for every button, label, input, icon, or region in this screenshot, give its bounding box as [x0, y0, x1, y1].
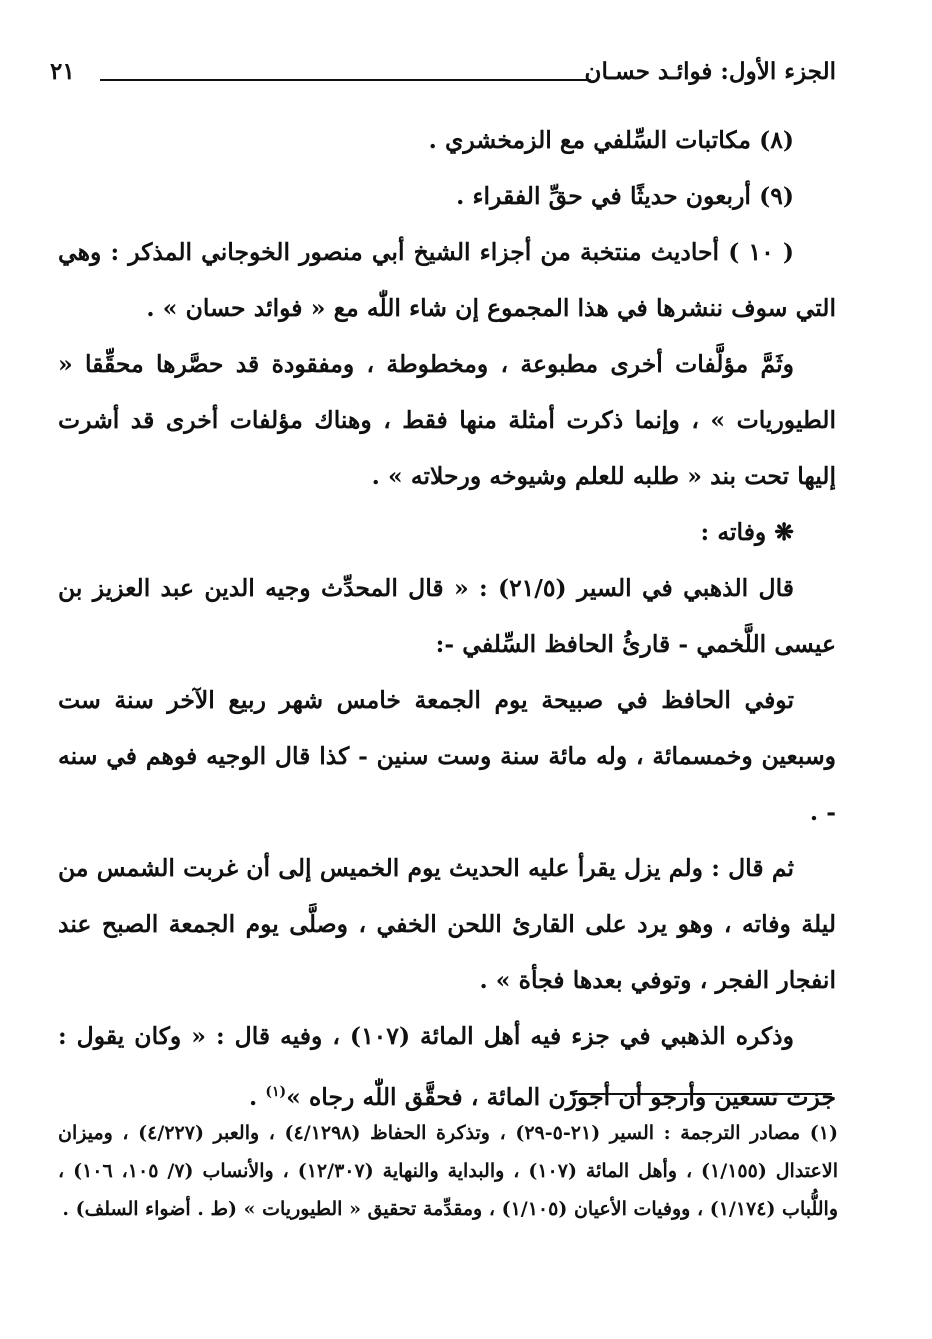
- section-heading-label: وفاته :: [700, 518, 767, 546]
- other-works-paragraph: وثَمَّ مؤلَّفات أخرى مطبوعة ، ومخطوطة ، ومفقودة قد حصَّرها محقِّقا « الطيوريات » ، وإنما ذكرت أمثلة منها فقط ، وهناك مؤلفات أخرى قد أشرت إليها تحت بند « طلبه للعلم وشيوخه ورحلاته » .: [58, 350, 836, 490]
- centenarians-paragraph: [58, 1008, 836, 1125]
- footnotes: [58, 1114, 838, 1228]
- footnote-1: (١) مصادر الترجمة : السير (٢١-٥-٢٩) ، وتذكرة الحفاظ (٤/١٢٩٨) ، والعبر (٤/٢٢٧) ، وميزان الاعتدال (١/١٥٥) ، وأهل المائة (١٠٧) ، والبداية والنهاية (١٢/٣٠٧) ، والأنساب (٧/ ١٠٥، ١٠٦) ، واللُّباب (١/١٧٤) ، ووفيات الأعيان (١/١٠٥) ، ومقدِّمة تحقيق « الطيوريات » (ط . أضواء السلف) .: [58, 1122, 839, 1220]
- centenarians-text: وذكره الذهبي في جزء فيه أهل المائة (١٠٧) ، وفيه قال : « وكان يقول : جزت تسعين وأرجو أن أجوزَن المائة ، فحقَّق اللّٰه رجاه »: [58, 1022, 836, 1111]
- list-item-8: (٨) مكاتبات السِّلفي مع الزمخشري .: [428, 126, 794, 154]
- asterisk-icon: ❋: [774, 518, 794, 546]
- header-rule: [100, 79, 591, 81]
- dhahabi-quote-paragraph: قال الذهبي في السير (٢١/٥) : « قال المحدِّث وجيه الدين عبد العزيز بن عيسى اللَّخمي - قارئُ الحافظ السِّلفي -:: [58, 574, 836, 658]
- page-number: ٢١: [50, 58, 75, 85]
- list-item-10: ( ١٠ ) أحاديث منتخبة من أجزاء الشيخ أبي منصور الخوجاني المذكر : وهي التي سوف ننشرها في هذا المجموع إن شاء اللّٰه مع « فوائد حسان » .: [58, 238, 836, 322]
- main-text: [58, 112, 836, 1125]
- section-heading-death: [58, 504, 836, 560]
- running-header: [50, 58, 836, 94]
- centenarians-end: .: [248, 1082, 266, 1111]
- list-item-9: (٩) أربعون حديثًا في حقِّ الفقراء .: [456, 182, 794, 210]
- last-day-paragraph: ثم قال : ولم يزل يقرأ عليه الحديث يوم الخميس إلى أن غربت الشمس من ليلة وفاته ، وهو يرد على القارئ اللحن الخفي ، وصلَّى يوم الجمعة الصبح عند انفجار الفجر ، وتوفي بعدها فجأة » .: [58, 854, 836, 994]
- death-date-paragraph: توفي الحافظ في صبيحة يوم الجمعة خامس شهر ربيع الآخر سنة ست وسبعين وخمسمائة ، وله مائة سنة وست سنين - كذا قال الوجيه فوهم في سنه - .: [58, 686, 836, 826]
- running-title: الجزء الأول: فوائـد حسـان: [584, 58, 836, 85]
- footnote-ref[interactable]: (١): [265, 1084, 287, 1100]
- footnote-rule: [570, 1093, 832, 1095]
